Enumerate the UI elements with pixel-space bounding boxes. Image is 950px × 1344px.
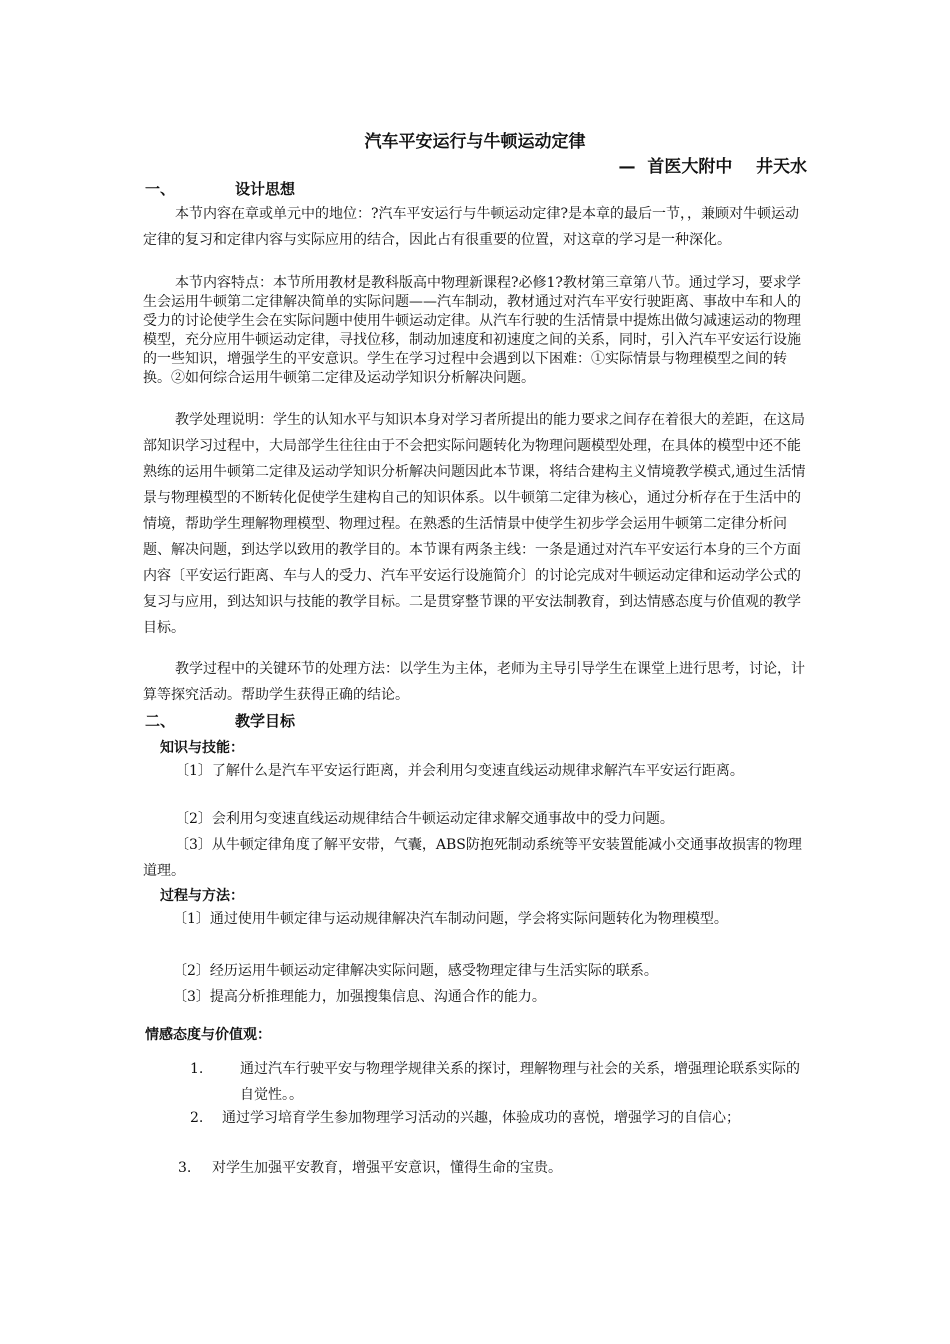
author-line: — 首医大附中 井天水 [618,157,807,177]
attitude-list-item [190,1105,810,1131]
process-item: 〔2〕经历运用牛顿运动定律解决实际问题，感受物理定律与生活实际的联系。 [173,963,658,979]
list-text: 通过学习培育学生参加物理学习活动的兴趣，体验成功的喜悦，增强学习的自信心； [222,1110,740,1126]
list-number: 1. [190,1061,204,1077]
process-item: 〔3〕提高分析推理能力，加强搜集信息、沟通合作的能力。 [173,989,546,1005]
list-text: 对学生加强平安教育，增强平安意识，懂得生命的宝贵。 [212,1160,562,1176]
section-number: 二、 [145,712,176,730]
section-title: 设计思想 [235,180,296,198]
section-heading-design [145,178,295,199]
paragraph-position: 本节内容在章或单元中的地位：?汽车平安运行与牛顿运动定律?是本章的最后一节，，兼顾对牛顿运动定律的复习和定律内容与实际应用的结合，因此占有很重要的位置，对这章的学习是一种深化。 [143,206,800,248]
process-method-label: 过程与方法： [160,888,244,904]
section-number: 一、 [145,180,176,198]
knowledge-item: 〔2〕会利用匀变速直线运动规律结合牛顿运动定律求解交通事故中的受力问题。 [175,811,674,827]
list-text: 通过汽车行驶平安与物理学规律关系的探讨，理解物理与社会的关系，增强理论联系实际的自觉性。。 [240,1061,800,1103]
list-number: 3. [178,1160,192,1176]
knowledge-item: 〔1〕了解什么是汽车平安运行距离，并会利用匀变速直线运动规律求解汽车平安运行距离。 [175,763,744,779]
section-title: 教学目标 [235,712,296,730]
knowledge-item: 〔3〕从牛顿定律角度了解平安带，气囊，ABS防抱死制动系统等平安装置能减小交通事故损害的物理道理。 [143,837,802,879]
paragraph-teaching-notes: 教学处理说明：学生的认知水平与知识本身对学习者所提出的能力要求之间存在着很大的差距，在这局部知识学习过程中，大局部学生往往由于不会把实际问题转化为物理问题模型处理，在具体的模型中还不能熟练的运用牛顿第二定律及运动学知识分析解决问题因此本节课，将结合建构主义情境教学模式,通过生活情景与物理模型的不断转化促使学生建构自己的知识体系。以牛顿第二定律为核心，通过分析存在于生活中的情境，帮助学生理解物理模型、物理过程。在熟悉的生活情景中使学生初步学会运用牛顿第二定律分析问题、解决问题，到达学以致用的教学目的。本节课有两条主线：一条是通过对汽车平安运行本身的三个方面内容〔平安运行距离、车与人的受力、汽车平安运行设施简介〕的讨论完成对牛顿运动定律和运动学公式的复习与应用，到达知识与技能的教学目标。二是贯穿整节课的平安法制教育，到达情感态度与价值观的教学目标。 [143,412,806,636]
attitude-list-item [190,1056,810,1108]
process-item: 〔1〕通过使用牛顿定律与运动规律解决汽车制动问题，学会将实际问题转化为物理模型。 [173,911,728,927]
attitude-values-label: 情感态度与价值观： [145,1027,271,1043]
document-title: 汽车平安运行与牛顿运动定律 [364,132,586,152]
list-number: 2. [190,1110,204,1126]
section-heading-objectives [145,710,295,731]
paragraph-key-steps: 教学过程中的关键环节的处理方法：以学生为主体，老师为主导引导学生在课堂上进行思考，讨论，计算等探究活动。帮助学生获得正确的结论。 [143,661,805,703]
attitude-list-item [178,1155,808,1181]
paragraph-features: 本节内容特点：本节所用教材是教科版高中物理新课程?必修1?教材第三章第八节。通过学习，要求学生会运用牛顿第二定律解决简单的实际问题——汽车制动，教材通过对汽车平安行驶距离、事故中车和人的受力的讨论使学生会在实际问题中使用牛顿运动定律。从汽车行驶的生活情景中提炼出做匀减速运动的物理模型，充分应用牛顿运动定律，寻找位移，制动加速度和初速度之间的关系，同时，引入汽车平安运行设施的一些知识，增强学生的平安意识。学生在学习过程中会遇到以下困难：①实际情景与物理模型之间的转换。②如何综合运用牛顿第二定律及运动学知识分析解决问题。 [143,275,801,386]
knowledge-skills-label: 知识与技能： [160,740,244,756]
